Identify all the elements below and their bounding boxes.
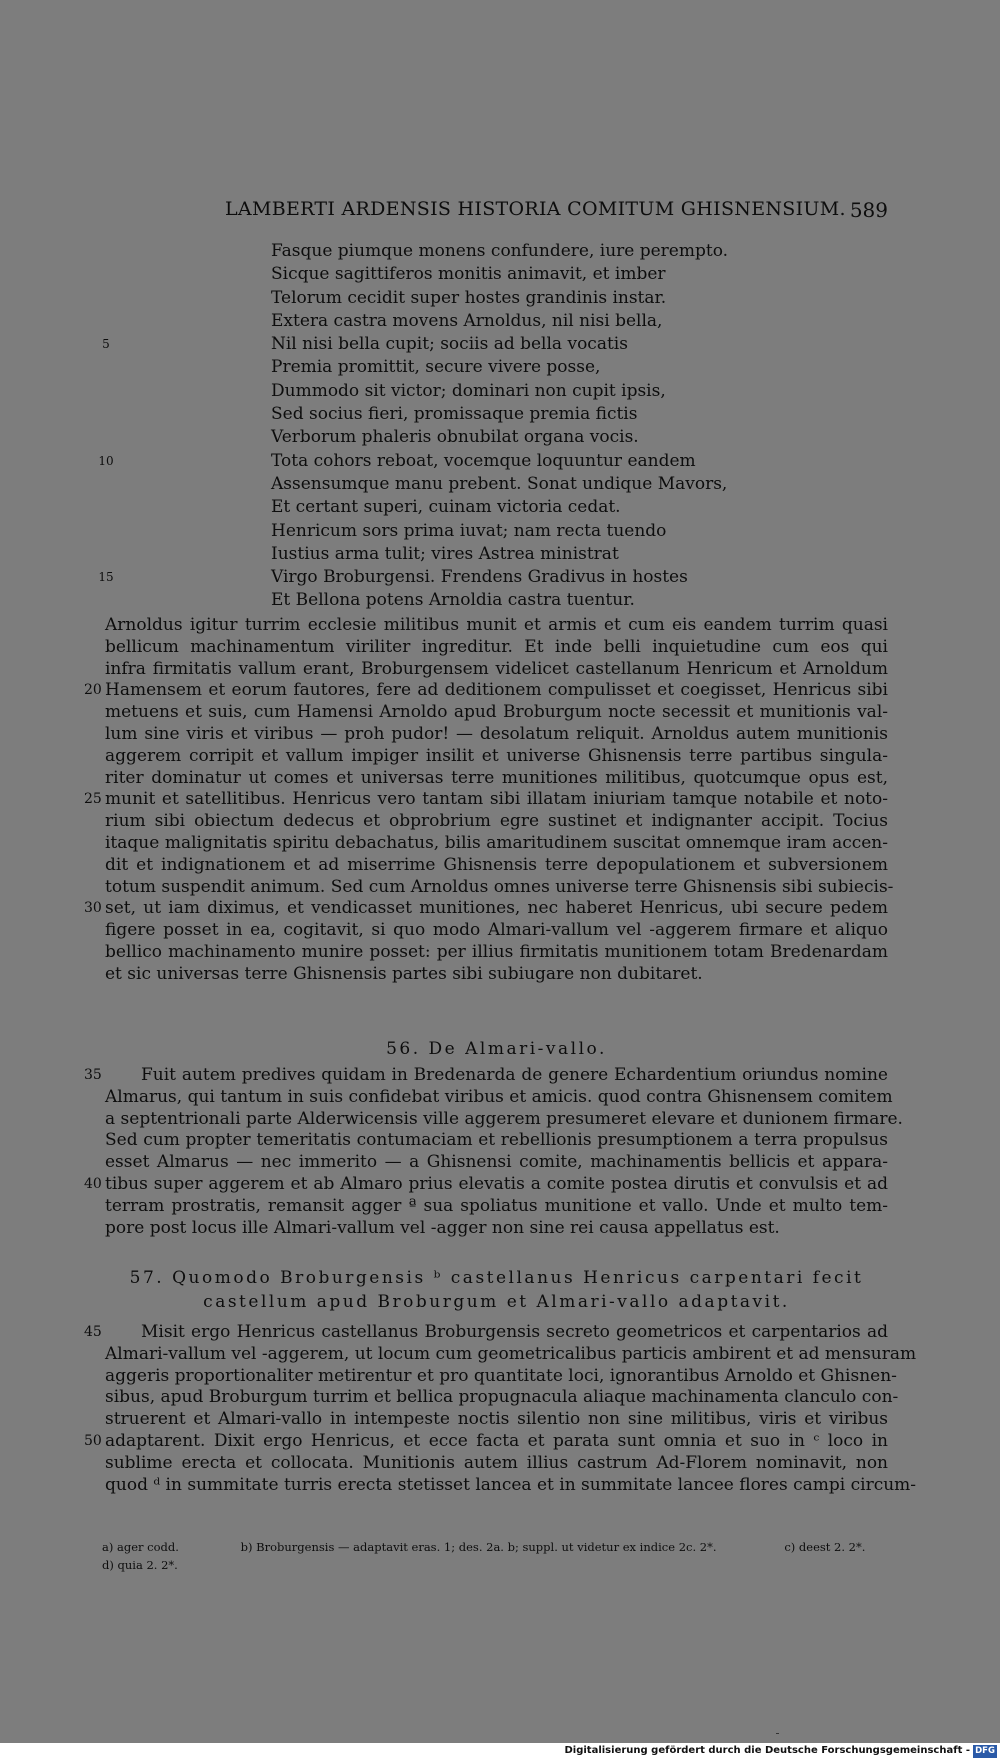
text-line: [105, 473, 888, 496]
text-line: [84, 1430, 888, 1453]
text-line: [105, 942, 888, 964]
footnote-b: b) Broburgensis — adaptavit eras. 1; des. 2a. b; suppl. ut videtur ex indice 2c. 2*.: [240, 1540, 717, 1554]
text-line: [84, 680, 888, 702]
text-line: [105, 1453, 888, 1475]
line-text: quod ᵈ in summitate turris erecta stetisset lancea et in summitate lancee flores campi circum-: [105, 1474, 917, 1495]
line-number: 45: [84, 1324, 102, 1340]
dfg-logo: DFG: [973, 1745, 997, 1758]
line-text: Hamensem et eorum fautores, fere ad deditionem compulisset et coegisset, Henricus sibi: [105, 680, 888, 701]
footnote-c: c) deest 2. 2*.: [784, 1540, 866, 1554]
text-line: [105, 1108, 903, 1131]
running-title: LAMBERTI ARDENSIS HISTORIA COMITUM GHISNENSIUM.: [225, 198, 846, 220]
line-text: bellicum machinamentum viriliter ingreditur. Et inde belli inquietudine cum eos qui: [105, 636, 888, 657]
page-number: 589: [849, 198, 888, 222]
line-text: Premia promittit, secure vivere posse,: [271, 357, 601, 378]
line-text: Sicque sagittiferos monitis animavit, et imber: [271, 264, 666, 285]
line-text: Verborum phaleris obnubilat organa vocis.: [271, 427, 639, 448]
line-number: 35: [84, 1067, 102, 1083]
line-number: 20: [84, 682, 102, 699]
section-heading-56: 56. De Almari-vallo.: [386, 1039, 607, 1059]
line-text: munit et satellitibus. Henricus vero tantam sibi illatam iniuriam tamque notabile et noto-: [105, 789, 888, 810]
section-heading-57-line1: 57. Quomodo Broburgensis ᵇ castellanus Henricus carpentari fecit: [129, 1268, 864, 1288]
text-line: [105, 1130, 888, 1152]
line-text: Arnoldus igitur turrim ecclesie militibus munit et armis et cum eis eandem turrim quasi: [105, 615, 888, 635]
text-line: [102, 333, 888, 356]
footnote-a: a) ager codd.: [102, 1540, 179, 1554]
text-line: [105, 855, 888, 877]
line-text: esset Almarus — nec immerito — a Ghisnensi comite, machinamentis bellicis et appara-: [105, 1152, 888, 1173]
line-text: struerent et Almari-vallo in intempeste noctis silentio non sine militibus, viris et viribus: [105, 1409, 888, 1430]
text-line: [105, 240, 888, 263]
text-line: [98, 566, 888, 589]
line-text: riter dominatur ut comes et universas terre munitiones militibus, quotcumque opus est,: [105, 767, 888, 788]
line-text: Nil nisi bella cupit; sociis ad bella vocatis: [271, 334, 628, 355]
text-line: [84, 1322, 888, 1344]
text-line: [105, 768, 888, 790]
text-line: [105, 403, 888, 426]
line-number: 25: [84, 791, 102, 808]
text-line: [105, 724, 888, 746]
text-line: [84, 898, 888, 920]
text-line: [105, 811, 888, 833]
text-line: [105, 702, 888, 724]
line-text: Misit ergo Henricus castellanus Broburgensis secreto geometricos et carpentarios ad: [141, 1322, 888, 1342]
line-number: 15: [98, 570, 114, 585]
verse-block: [98, 240, 888, 613]
line-text: sublime erecta et collocata. Munitionis autem illius castrum Ad-Florem nominavit, non: [105, 1452, 888, 1473]
line-text: rium sibi obiectum dedecus et obprobrium egre sustinet et indignanter accipit. Tocius: [105, 811, 888, 832]
credit-text: Digitalisierung gefördert durch die Deutsche Forschungsgemeinschaft -: [564, 1745, 970, 1756]
digitization-credit-bar: [0, 1743, 1000, 1761]
footnote-d: d) quia 2. 2*.: [102, 1558, 178, 1572]
line-number: 50: [84, 1432, 102, 1449]
line-text: infra firmitatis vallum erant, Broburgensem videlicet castellanum Henricum et Arnoldum: [105, 658, 888, 679]
text-line: [105, 964, 888, 986]
text-line: [105, 426, 888, 449]
scan-speck: [776, 1733, 779, 1734]
line-number: 30: [84, 900, 102, 917]
line-text: Almarus, qui tantum in suis confidebat viribus et amicis. quod contra Ghisnensem comitem: [105, 1086, 893, 1107]
line-text: metuens et suis, cum Hamensi Arnoldo apud Broburgum nocte secessit et munitionis val-: [105, 702, 888, 723]
text-line: [105, 746, 888, 768]
line-text: Sed socius fieri, promissaque premia fictis: [271, 404, 638, 425]
text-line: [105, 589, 888, 612]
line-text: Sed cum propter temeritatis contumaciam et rebellionis presumptionem a terra propulsus: [105, 1130, 888, 1151]
text-line: [105, 263, 888, 286]
text-line: [105, 520, 888, 543]
line-text: pore post locus ille Almari-vallum vel -agger non sine rei causa appellatus est.: [105, 1217, 780, 1238]
line-text: lum sine viris et viribus — proh pudor! — desolatum reliquit. Arnoldus autem munitionis: [105, 723, 888, 744]
prose-block-1: [84, 615, 894, 986]
text-line: [105, 637, 888, 659]
text-line: [105, 1152, 888, 1174]
text-line: [84, 1065, 888, 1087]
line-text: bellico machinamento munire posset: per illius firmitatis munitionem totam Bredenardam: [105, 941, 888, 962]
line-text: Fasque piumque monens confundere, iure perempto.: [271, 241, 729, 261]
line-text: Iustius arma tulit; vires Astrea ministrat: [271, 543, 619, 564]
running-header: [105, 198, 888, 228]
line-text: adaptarent. Dixit ergo Henricus, et ecce facta et parata sunt omnia et suo in ᶜ loco in: [105, 1430, 888, 1451]
text-line: [105, 1086, 893, 1109]
text-line: [84, 789, 888, 811]
text-line: [105, 287, 888, 310]
line-number: 40: [84, 1175, 102, 1192]
line-text: aggeris proportionaliter metirentur et pro quantitate loci, ignorantibus Arnoldo et Ghisnen-: [105, 1365, 897, 1386]
prose-block-2: [84, 1065, 903, 1239]
text-line: [105, 833, 888, 855]
line-text: et sic universas terre Ghisnensis partes sibi subiugare non dubitaret.: [105, 963, 703, 984]
line-text: figere posset in ea, cogitavit, si quo modo Almari-vallum vel -aggerem firmare et aliquo: [105, 920, 888, 941]
line-text: Assensumque manu prebent. Sonat undique Mavors,: [271, 473, 728, 494]
line-text: Fuit autem predives quidam in Bredenarda de genere Echardentium oriundus nomine: [141, 1065, 888, 1085]
line-text: Extera castra movens Arnoldus, nil nisi bella,: [271, 310, 663, 331]
prose-block-3: [84, 1322, 917, 1496]
line-text: a septentrionali parte Alderwicensis ville aggerem presumeret elevare et dunionem firmare.: [105, 1108, 903, 1129]
line-text: terram prostratis, remansit agger ª sua spoliatus munitione et vallo. Unde et multo tem-: [105, 1195, 888, 1216]
line-text: Et certant superi, cuinam victoria cedat.: [271, 497, 621, 518]
text-line: [105, 1365, 897, 1388]
line-text: sibus, apud Broburgum turrim et bellica propugnacula aliaque machinamenta clanculo con-: [105, 1387, 899, 1408]
text-line: [98, 450, 888, 473]
text-line: [105, 310, 888, 333]
line-text: Henricum sors prima iuvat; nam recta tuendo: [271, 520, 667, 541]
line-text: Telorum cecidit super hostes grandinis instar.: [271, 287, 667, 308]
section-heading-57-line2: castellum apud Broburgum et Almari-vallo adaptavit.: [203, 1292, 790, 1312]
line-text: tibus super aggerem et ab Almaro prius elevatis a comite postea dirutis et convulsis et ad: [105, 1173, 888, 1194]
line-text: itaque malignitatis spiritu debachatus, bilis amaritudinem suscitat omnemque iram accen-: [105, 832, 888, 853]
text-line: [105, 1474, 917, 1497]
text-line: [105, 1343, 917, 1366]
text-line: [105, 380, 888, 403]
text-line: [105, 543, 888, 566]
text-line: [105, 496, 888, 519]
line-number: 10: [98, 453, 114, 468]
line-text: set, ut iam diximus, et vendicasset munitiones, nec haberet Henricus, ubi secure pedem: [105, 898, 888, 919]
line-text: Virgo Broburgensi. Frendens Gradivus in hostes: [271, 567, 688, 588]
line-text: dit et indignationem et ad miserrime Ghisnensis terre depopulationem et subversionem: [105, 854, 888, 875]
text-line: [105, 659, 888, 681]
text-line: [105, 1409, 888, 1431]
line-text: Dummodo sit victor; dominari non cupit ipsis,: [271, 380, 666, 401]
text-line: [105, 1196, 888, 1218]
line-text: Et Bellona potens Arnoldia castra tuentur.: [271, 590, 635, 611]
footnotes: [102, 1538, 888, 1574]
text-line: [105, 356, 888, 379]
line-text: totum suspendit animum. Sed cum Arnoldus omnes universe terre Ghisnensis sibi subiecis-: [105, 876, 894, 897]
text-line: [105, 615, 888, 637]
text-line: [84, 1173, 888, 1196]
line-number: 5: [102, 337, 110, 352]
text-line: [105, 1218, 888, 1240]
text-line: [105, 1387, 899, 1409]
line-text: Tota cohors reboat, vocemque loquuntur eandem: [271, 450, 696, 471]
line-text: Almari-vallum vel -aggerem, ut locum cum geometricalibus particis ambirent et ad mensuram: [105, 1343, 917, 1364]
text-line: [105, 920, 888, 942]
line-text: aggerem corripit et vallum impiger insilit et universe Ghisnensis terre partibus singula-: [105, 745, 888, 766]
text-line: [105, 876, 894, 899]
